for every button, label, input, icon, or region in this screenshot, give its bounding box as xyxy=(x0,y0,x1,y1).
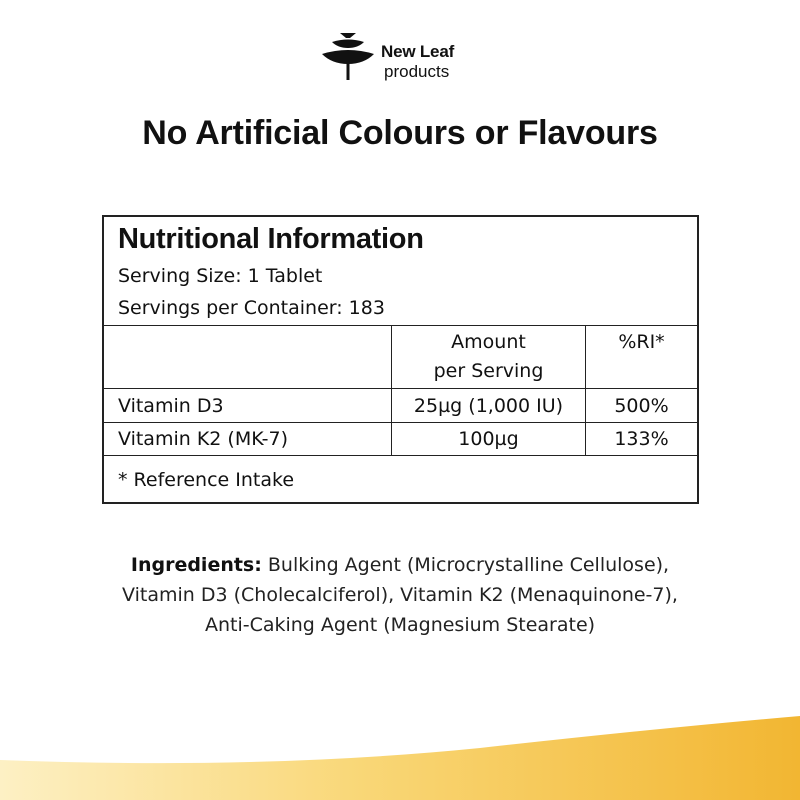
table-divider xyxy=(104,325,697,326)
brand-subtitle: products xyxy=(384,62,450,81)
ri-header: %RI* xyxy=(618,331,665,353)
ingredients-text: Bulking Agent (Microcrystalline Cellulose), xyxy=(267,554,670,576)
decorative-wave xyxy=(0,700,800,800)
servings-per-container: Servings per Container: 183 xyxy=(118,297,385,319)
nutrient-ri: 500% xyxy=(614,395,669,417)
serving-size: Serving Size: 1 Tablet xyxy=(118,265,323,287)
table-divider xyxy=(104,388,697,389)
table-footnote: * Reference Intake xyxy=(118,469,295,491)
page-headline: No Artificial Colours or Flavours xyxy=(142,114,658,152)
ingredients-section xyxy=(0,550,800,640)
table-divider xyxy=(104,455,697,456)
nutrition-panel xyxy=(102,215,699,504)
ingredients-label: Ingredients: xyxy=(130,554,262,576)
ingredients-line: Vitamin D3 (Cholecalciferol), Vitamin K2 (Menaquinone-7), xyxy=(122,584,678,606)
nutrient-amount: 25µg (1,000 IU) xyxy=(413,395,564,417)
leaf-tree-icon xyxy=(320,30,376,82)
amount-header-line1: Amount xyxy=(451,331,526,353)
table-divider xyxy=(104,422,697,423)
nutrient-name: Vitamin D3 xyxy=(118,395,224,417)
nutrient-ri: 133% xyxy=(614,428,669,450)
nutrient-amount: 100µg xyxy=(458,428,519,450)
nutrient-name: Vitamin K2 (MK-7) xyxy=(118,428,289,450)
brand-name: New Leaf xyxy=(381,42,455,61)
nutrition-title: Nutritional Information xyxy=(118,223,424,255)
ingredients-line: Anti-Caking Agent (Magnesium Stearate) xyxy=(204,614,596,636)
ingredients-line xyxy=(0,550,800,580)
brand-logo xyxy=(320,30,490,90)
amount-header-line2: per Serving xyxy=(433,360,544,382)
